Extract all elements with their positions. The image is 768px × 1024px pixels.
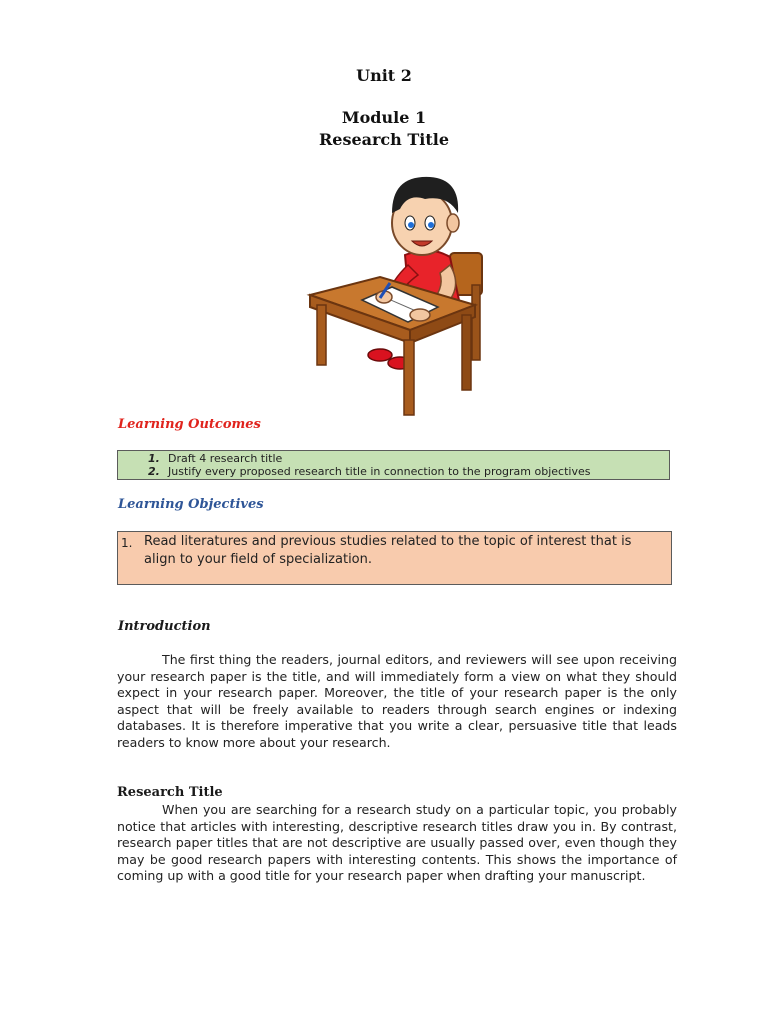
page-title: Research Title [318, 130, 450, 149]
outcome-text: Draft 4 research title [168, 452, 283, 465]
learning-outcomes-label: Learning Outcomes [118, 417, 261, 432]
learning-objectives-box [117, 531, 672, 585]
introduction-paragraph [117, 652, 677, 752]
outcome-number: 1. [148, 452, 160, 465]
unit-title: Unit 2 [356, 66, 412, 85]
outcome-number: 2. [148, 465, 160, 478]
outcome-item [148, 465, 590, 478]
outcome-text: Justify every proposed research title in connection to the program objectives [168, 465, 591, 478]
boy-writing-at-desk-illustration [300, 165, 490, 420]
introduction-heading: Introduction [118, 619, 211, 634]
learning-outcomes-box [117, 450, 670, 480]
objective-number: 1. [121, 536, 133, 550]
introduction-text: The first thing the readers, journal editors, and reviewers will see upon receiving your research paper is the title, and will immediately form a view on what they should expect in your research paper. Moreover, the title of your research paper is the only aspect that will be freely available to readers through search engines or indexing databases. It is therefore imperative that you write a clear, persuasive title that leads readers to know more about your research. [117, 652, 677, 750]
research-title-section-heading: Research Title [117, 785, 223, 800]
outcome-item [148, 452, 282, 465]
learning-objectives-label: Learning Objectives [118, 497, 264, 512]
objective-text: Read literatures and previous studies related to the topic of interest that is align to your field of specialization. [144, 534, 632, 567]
research-title-text: When you are searching for a research study on a particular topic, you probably notice that articles with interesting, descriptive research titles draw you in. By contrast, research paper titles that are not descriptive are usually passed over, even though they may be good research papers with interesting contents. This shows the importance of coming up with a good title for your research paper when drafting your manuscript. [117, 802, 677, 884]
research-title-paragraph [117, 802, 677, 885]
module-title: Module 1 [341, 108, 427, 127]
